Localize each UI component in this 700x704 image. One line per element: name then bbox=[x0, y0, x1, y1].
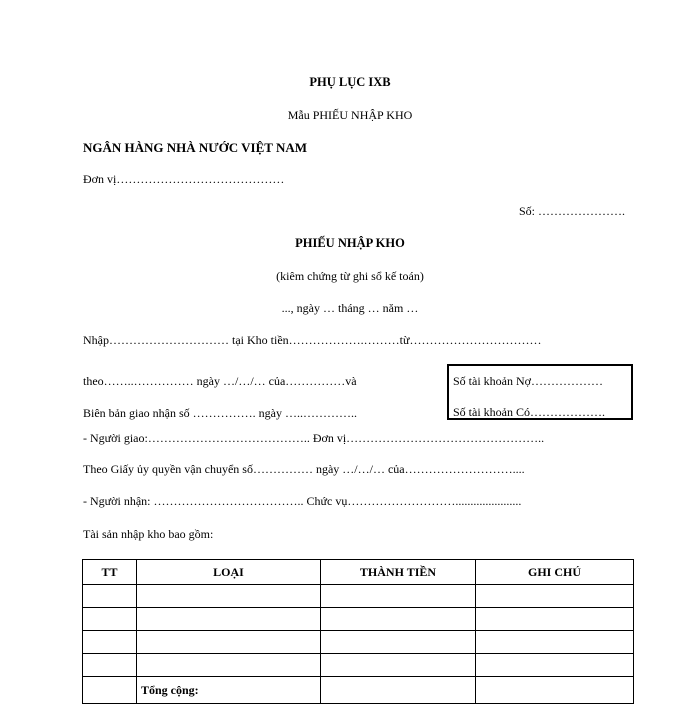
import-line: Nhập………………………… tại Kho tiền……………….………từ…………………………… bbox=[83, 333, 542, 347]
table-cell[interactable] bbox=[83, 585, 137, 608]
total-amount-cell[interactable] bbox=[321, 677, 476, 704]
receiver-line: - Người nhận: ……………………………….. Chức vụ………………………...................... bbox=[83, 494, 522, 508]
total-label: Tổng cộng: bbox=[137, 677, 321, 704]
table-row bbox=[83, 608, 634, 631]
table-cell[interactable] bbox=[137, 585, 321, 608]
table-cell[interactable] bbox=[83, 631, 137, 654]
table-cell[interactable] bbox=[83, 654, 137, 677]
date-line: ..., ngày … tháng … năm … bbox=[281, 301, 419, 315]
table-cell[interactable] bbox=[476, 654, 634, 677]
table-cell[interactable] bbox=[321, 631, 476, 654]
table-cell[interactable] bbox=[137, 631, 321, 654]
assets-intro: Tài sản nhập kho bao gồm: bbox=[83, 527, 214, 541]
appendix-title: PHỤ LỤC IXB bbox=[309, 75, 391, 89]
document-title: PHIẾU NHẬP KHO bbox=[295, 236, 405, 250]
table-row bbox=[83, 631, 634, 654]
table-cell[interactable] bbox=[137, 608, 321, 631]
column-header-amount: THÀNH TIỀN bbox=[321, 560, 476, 585]
account-box bbox=[447, 364, 633, 420]
bank-name: NGÂN HÀNG NHÀ NƯỚC VIỆT NAM bbox=[83, 140, 308, 155]
table-cell[interactable] bbox=[321, 654, 476, 677]
total-row bbox=[83, 677, 634, 704]
table-cell[interactable] bbox=[83, 677, 137, 704]
debit-account: Số tài khoản Nợ……………… bbox=[453, 374, 604, 388]
credit-account: Số tài khoản Có………………. bbox=[453, 405, 605, 419]
table-cell[interactable] bbox=[476, 608, 634, 631]
table-row bbox=[83, 654, 634, 677]
template-label: Mẫu PHIẾU NHẬP KHO bbox=[287, 108, 413, 122]
minutes-line: Biên bản giao nhận số ……………. ngày …..………….. bbox=[83, 406, 357, 420]
table-cell[interactable] bbox=[321, 608, 476, 631]
assets-table bbox=[82, 559, 634, 704]
table-cell[interactable] bbox=[83, 608, 137, 631]
table-cell[interactable] bbox=[321, 585, 476, 608]
column-header-type: LOẠI bbox=[137, 560, 321, 585]
column-header-notes: GHI CHÚ bbox=[476, 560, 634, 585]
number-line: Số: …………………. bbox=[519, 204, 626, 218]
table-cell[interactable] bbox=[476, 585, 634, 608]
table-header-row bbox=[83, 560, 634, 585]
authorization-line: Theo Giấy ủy quyền vận chuyển số…………… ngày …/…/… của……………………….... bbox=[83, 462, 525, 476]
column-header-tt: TT bbox=[83, 560, 137, 585]
table-cell[interactable] bbox=[476, 631, 634, 654]
according-line: theo……..…………… ngày …/…/… của……………và bbox=[83, 374, 357, 388]
table-row bbox=[83, 585, 634, 608]
deliverer-line: - Người giao:………………………………….. Đơn vị………………………………………….. bbox=[83, 431, 545, 445]
unit-line: Đơn vị…………………………………… bbox=[83, 172, 285, 186]
table-cell[interactable] bbox=[476, 677, 634, 704]
table-cell[interactable] bbox=[137, 654, 321, 677]
document-subtitle: (kiêm chứng từ ghi sổ kế toán) bbox=[276, 269, 424, 283]
